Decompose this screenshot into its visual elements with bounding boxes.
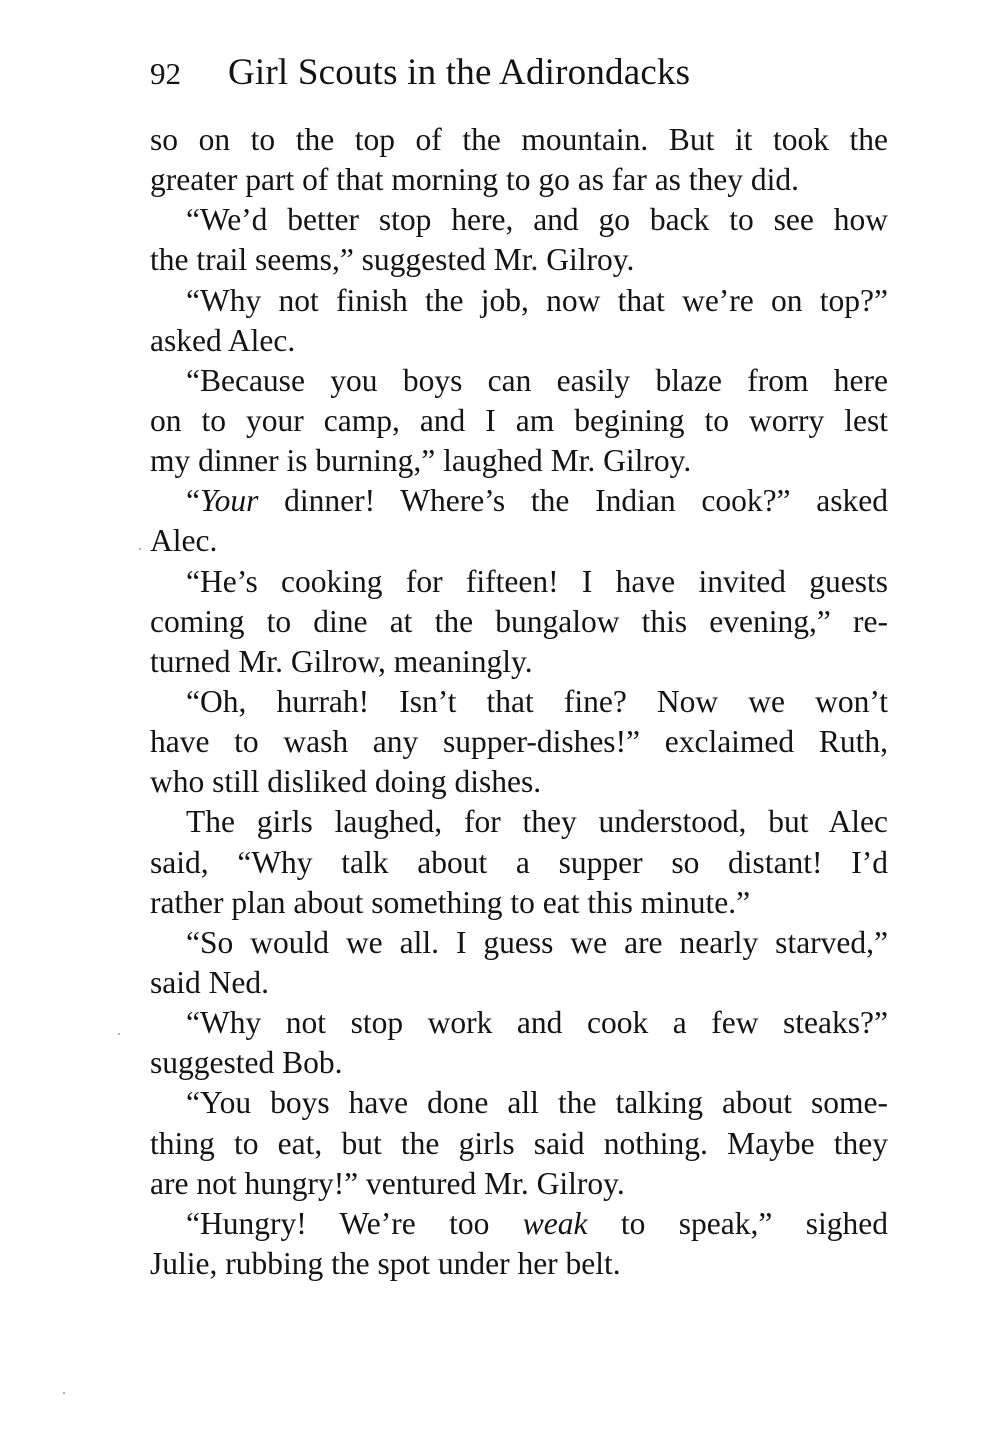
- text-line: the trail seems,” suggested Mr. Gilroy.: [150, 242, 635, 278]
- page-header: [150, 48, 910, 98]
- text-line: said, “Why talk about a supper so distant! I’d: [150, 844, 888, 880]
- text-line: who still disliked doing dishes.: [150, 764, 542, 800]
- italic-word: Your: [199, 483, 259, 519]
- text-line: “Because you boys can easily blaze from here: [186, 362, 888, 398]
- italic-word: weak: [522, 1205, 588, 1241]
- text-line: “He’s cooking for fifteen! I have invited guests: [186, 563, 888, 599]
- text-fragment: “: [186, 483, 200, 519]
- page-number: 92: [150, 56, 181, 91]
- text-line: asked Alec.: [150, 322, 296, 358]
- text-line: said Ned.: [150, 964, 269, 1000]
- text-line: on to your camp, and I am begining to worry lest: [150, 402, 888, 438]
- text-line: [150, 481, 888, 521]
- text-line: thing to eat, but the girls said nothing. Maybe they: [150, 1125, 888, 1161]
- paper-speck: [63, 1392, 65, 1394]
- paper-speck: [118, 1033, 120, 1035]
- text-line: have to wash any supper-dishes!” exclaimed Ruth,: [150, 724, 888, 760]
- text-line: greater part of that morning to go as far as they did.: [150, 162, 800, 198]
- running-title: Girl Scouts in the Adirondacks: [228, 52, 691, 93]
- text-line: “So would we all. I guess we are nearly starved,”: [186, 924, 888, 960]
- text-line: suggested Bob.: [150, 1045, 343, 1081]
- text-line: “Why not stop work and cook a few steaks?”: [186, 1005, 888, 1041]
- text-line: “We’d better stop here, and go back to see how: [186, 202, 888, 238]
- text-line: so on to the top of the mountain. But it took the: [150, 122, 888, 157]
- text-line: turned Mr. Gilrow, meaningly.: [150, 643, 533, 679]
- text-line: The girls laughed, for they understood, but Alec: [186, 804, 888, 840]
- text-fragment: dinner! Where’s the Indian cook?” asked: [258, 483, 888, 519]
- text-line: my dinner is burning,” laughed Mr. Gilroy.: [150, 443, 692, 479]
- text-line: Alec.: [150, 523, 218, 559]
- body-text: [150, 120, 888, 1284]
- text-fragment: “Hungry! We’re too: [186, 1205, 523, 1241]
- paper-speck: [139, 548, 141, 550]
- text-line: Julie, rubbing the spot under her belt.: [150, 1245, 621, 1281]
- text-fragment: to speak,” sighed: [587, 1205, 888, 1241]
- text-line: “You boys have done all the talking about some-: [186, 1085, 888, 1121]
- text-line: coming to dine at the bungalow this evening,” re-: [150, 603, 888, 639]
- text-line: rather plan about something to eat this minute.”: [150, 884, 751, 920]
- text-line: are not hungry!” ventured Mr. Gilroy.: [150, 1165, 625, 1201]
- text-line: [150, 1204, 888, 1244]
- text-line: “Oh, hurrah! Isn’t that fine? Now we won’t: [186, 683, 888, 719]
- text-line: “Why not finish the job, now that we’re on top?”: [186, 282, 888, 318]
